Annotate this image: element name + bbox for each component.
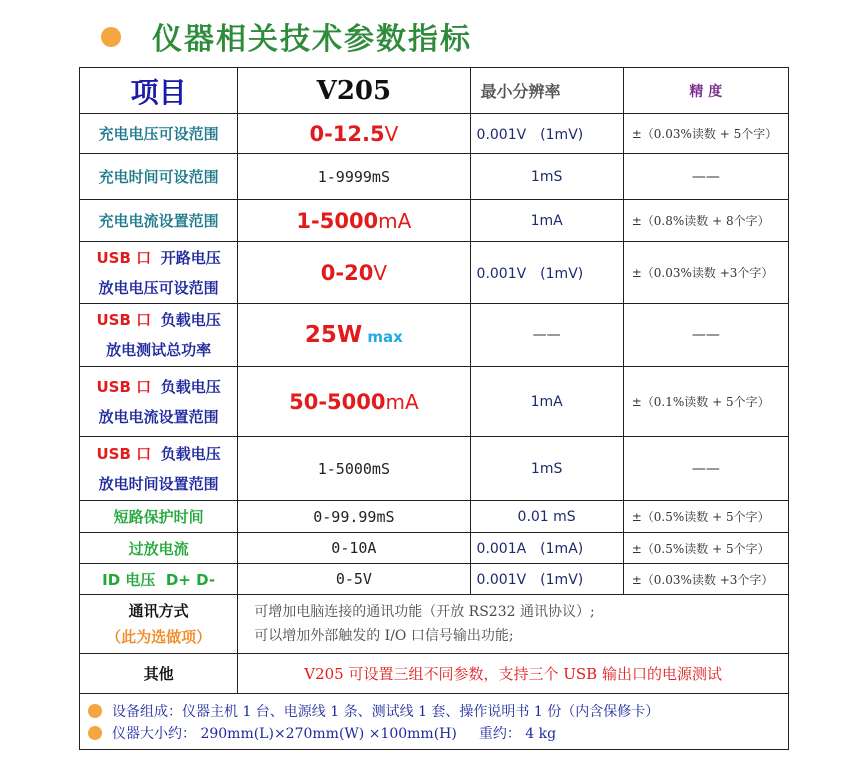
comm-description: 可增加电脑连接的通讯功能（开放 RS232 通讯协议）; 可以增加外部触发的 I/O 口信号输出功能; (238, 595, 789, 654)
header-item: 项目 (80, 68, 238, 114)
row-value: 1-9999mS (238, 154, 470, 200)
row-label: USB 口 负载电压 放电电流设置范围 (80, 367, 238, 437)
header-accuracy: 精 度 (623, 68, 788, 114)
row-label: 充电时间可设范围 (80, 154, 238, 200)
bullet-icon (88, 726, 102, 740)
table-row (80, 501, 789, 533)
table-row (80, 200, 789, 242)
row-value: 0-99.99mS (238, 501, 470, 533)
row-value: 0-12.5V (238, 114, 470, 154)
row-label: ID 电压 D+ D- (80, 564, 238, 595)
row-resolution: 0.001V (1mV) (470, 564, 623, 595)
row-resolution: 1mS (470, 437, 623, 501)
row-resolution: 0.001A (1mA) (470, 533, 623, 564)
row-value: 1-5000mS (238, 437, 470, 501)
header-model: V205 (238, 68, 470, 114)
table-row (80, 367, 789, 437)
row-accuracy: ±（0.03%读数 +3个字） (623, 564, 788, 595)
row-accuracy: ±（0.5%读数 + 5个字） (623, 501, 788, 533)
row-resolution: 0.01 mS (470, 501, 623, 533)
row-label: USB 口 负载电压 放电测试总功率 (80, 304, 238, 367)
row-accuracy: ±（0.5%读数 + 5个字） (623, 533, 788, 564)
table-row (80, 437, 789, 501)
comm-row (80, 595, 789, 654)
row-resolution: 0.001V (1mV) (470, 114, 623, 154)
other-text: V205 可设置三组不同参数，支持三个 USB 输出口的电源测试 (238, 654, 789, 694)
table-row (80, 533, 789, 564)
footer-weight: 重约： 4 kg (478, 725, 557, 742)
row-accuracy: ±（0.8%读数 + 8个字） (623, 200, 788, 242)
row-label: USB 口 负载电压 放电时间设置范围 (80, 437, 238, 501)
table-row (80, 114, 789, 154)
footer (80, 694, 789, 750)
title-bullet-icon (101, 27, 121, 47)
footer-size: 仪器大小约： 290mm(L)×270mm(W) ×100mm(H) (112, 725, 457, 742)
row-accuracy: —— (623, 437, 788, 501)
spec-table (79, 67, 789, 750)
table-row (80, 564, 789, 595)
row-accuracy: —— (623, 304, 788, 367)
table-row (80, 242, 789, 304)
row-value: 1-5000mA (238, 200, 470, 242)
comm-label: 通讯方式 （此为选做项） (80, 595, 238, 654)
row-value: 50-5000mA (238, 367, 470, 437)
row-resolution: 1mA (470, 200, 623, 242)
header-resolution: 最小分辨率 (470, 68, 623, 114)
row-label: 充电电压可设范围 (80, 114, 238, 154)
row-accuracy: ±（0.03%读数 +3个字） (623, 242, 788, 304)
row-accuracy: —— (623, 154, 788, 200)
bullet-icon (88, 704, 102, 718)
header-row (80, 68, 789, 114)
row-label: 过放电流 (80, 533, 238, 564)
row-resolution: 0.001V (1mV) (470, 242, 623, 304)
row-resolution: 1mS (470, 154, 623, 200)
row-value: 0-20V (238, 242, 470, 304)
footer-components: 设备组成：仪器主机 1 台、电源线 1 条、测试线 1 套、操作说明书 1 份（内含保修卡） (112, 703, 660, 720)
row-value: 0-10A (238, 533, 470, 564)
row-value: 25W max (238, 304, 470, 367)
table-row (80, 154, 789, 200)
row-accuracy: ±（0.1%读数 + 5个字） (623, 367, 788, 437)
page-title: 仪器相关技术参数指标 (152, 22, 472, 57)
row-value: 0-5V (238, 564, 470, 595)
row-label: USB 口 开路电压 放电电压可设范围 (80, 242, 238, 304)
table-row (80, 304, 789, 367)
row-accuracy: ±（0.03%读数 + 5个字） (623, 114, 788, 154)
row-label: 充电电流设置范围 (80, 200, 238, 242)
other-label: 其他 (80, 654, 238, 694)
row-label: 短路保护时间 (80, 501, 238, 533)
footer-row (80, 694, 789, 750)
row-resolution: —— (470, 304, 623, 367)
other-row (80, 654, 789, 694)
row-resolution: 1mA (470, 367, 623, 437)
